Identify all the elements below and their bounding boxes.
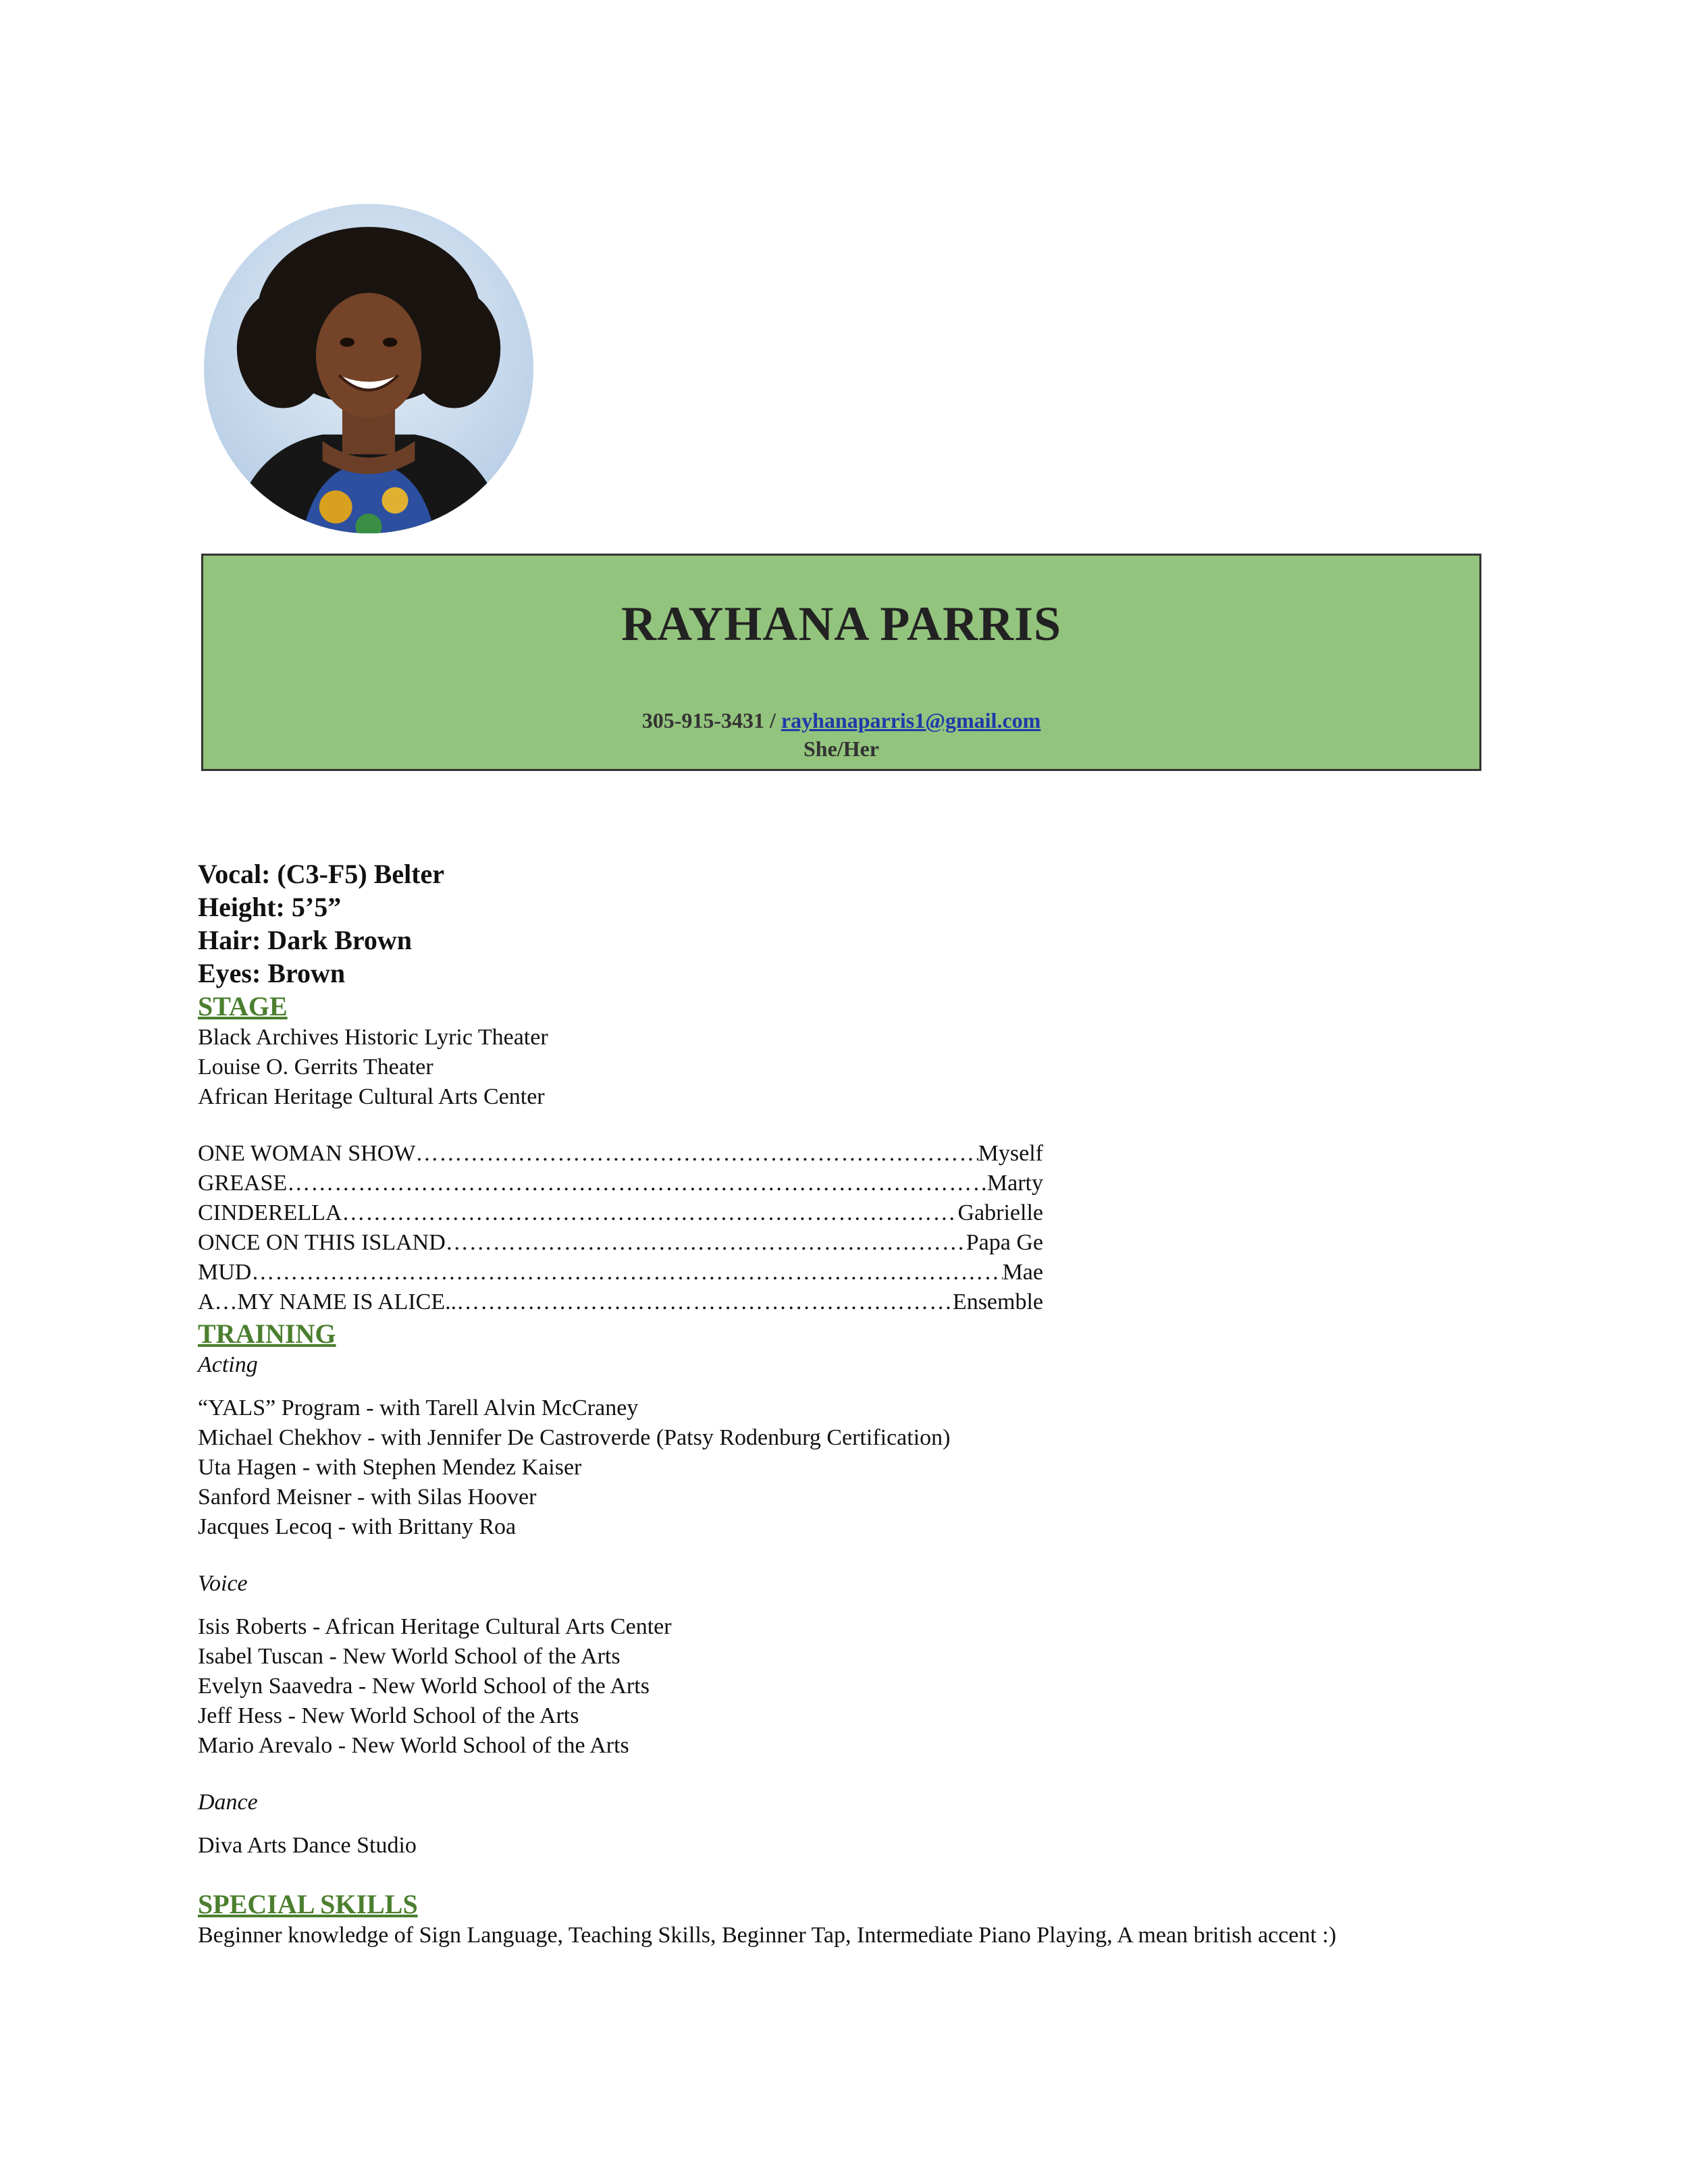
dance-item: Diva Arts Dance Studio xyxy=(198,1833,417,1858)
contact-line xyxy=(203,708,1479,733)
credit-role: Ensemble xyxy=(952,1289,1043,1314)
voice-label: Voice xyxy=(198,1571,248,1596)
credit-row xyxy=(198,1287,1043,1317)
acting-item: Sanford Meisner - with Silas Hoover xyxy=(198,1485,537,1510)
credit-role: Mae xyxy=(1002,1260,1043,1285)
contact-separator: / xyxy=(764,708,781,733)
credit-show: ONCE ON THIS ISLAND xyxy=(198,1230,446,1255)
credit-show: MUD xyxy=(198,1260,252,1285)
voice-item: Isabel Tuscan - New World School of the Arts xyxy=(198,1644,621,1669)
leader-dots xyxy=(456,1287,953,1317)
credit-show: CINDERELLA xyxy=(198,1200,342,1225)
voice-item: Jeff Hess - New World School of the Arts xyxy=(198,1703,579,1728)
credit-row xyxy=(198,1169,1043,1198)
applicant-name: RAYHANA PARRIS xyxy=(621,597,1062,651)
email-link[interactable]: rayhanaparris1@gmail.com xyxy=(781,708,1041,733)
headshot-photo xyxy=(204,204,533,533)
credit-show: ONE WOMAN SHOW xyxy=(198,1141,416,1166)
acting-item: Jacques Lecoq - with Brittany Roa xyxy=(198,1514,517,1539)
credit-role: Gabrielle xyxy=(957,1200,1043,1225)
acting-item: Uta Hagen - with Stephen Mendez Kaiser xyxy=(198,1455,582,1480)
credit-show: A…MY NAME IS ALICE.. xyxy=(198,1289,457,1314)
acting-item: “YALS” Program - with Tarell Alvin McCraney xyxy=(198,1395,639,1420)
headshot-illustration xyxy=(204,204,533,533)
stat-eyes: Eyes: Brown xyxy=(198,958,346,988)
special-skills-text: Beginner knowledge of Sign Language, Teaching Skills, Beginner Tap, Intermediate Piano Playing, A mean british accent :) xyxy=(198,1923,1337,1948)
venue-item: Black Archives Historic Lyric Theater xyxy=(198,1025,548,1050)
pronouns: She/Her xyxy=(803,737,879,761)
venue-item: Louise O. Gerrits Theater xyxy=(198,1055,433,1080)
resume-body xyxy=(198,857,1548,1950)
credit-role: Papa Ge xyxy=(966,1230,1043,1255)
leader-dots xyxy=(415,1139,978,1169)
credit-role: Myself xyxy=(978,1141,1043,1166)
special-skills-heading: SPECIAL SKILLS xyxy=(198,1889,418,1919)
credit-row xyxy=(198,1258,1043,1287)
leader-dots xyxy=(342,1198,957,1228)
acting-label: Acting xyxy=(198,1352,258,1377)
dance-label: Dance xyxy=(198,1790,258,1815)
phone-number: 305-915-3431 xyxy=(641,708,764,733)
leader-dots xyxy=(446,1228,966,1258)
stat-height: Height: 5’5” xyxy=(198,892,342,922)
stat-vocal: Vocal: (C3-F5) Belter xyxy=(198,859,445,889)
leader-dots xyxy=(251,1258,1002,1287)
credit-show: GREASE xyxy=(198,1171,288,1196)
training-heading: TRAINING xyxy=(198,1319,336,1349)
header-banner xyxy=(201,554,1481,771)
stat-hair: Hair: Dark Brown xyxy=(198,925,413,955)
stage-heading: STAGE xyxy=(198,991,288,1021)
voice-item: Isis Roberts - African Heritage Cultural Arts Center xyxy=(198,1614,672,1639)
credit-row xyxy=(198,1198,1043,1228)
voice-item: Evelyn Saavedra - New World School of the Arts xyxy=(198,1674,650,1699)
credit-row xyxy=(198,1139,1043,1169)
credit-row xyxy=(198,1228,1043,1258)
venue-item: African Heritage Cultural Arts Center xyxy=(198,1084,545,1109)
credit-role: Marty xyxy=(986,1171,1043,1196)
leader-dots xyxy=(287,1169,987,1198)
voice-item: Mario Arevalo - New World School of the Arts xyxy=(198,1733,629,1758)
acting-item: Michael Chekhov - with Jennifer De Castroverde (Patsy Rodenburg Certification) xyxy=(198,1425,951,1450)
